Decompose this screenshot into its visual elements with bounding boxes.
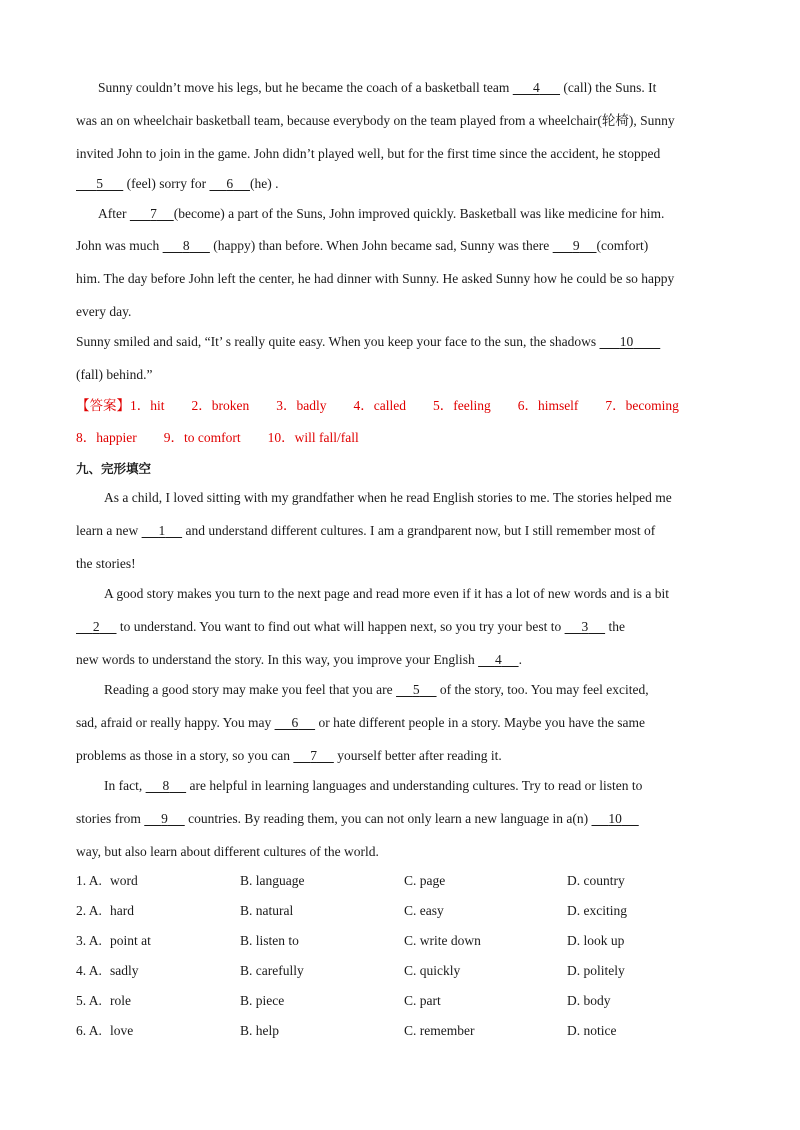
passage2-line — [76, 618, 625, 636]
option-c: C. page — [404, 873, 446, 888]
blank-10: 10 — [619, 334, 634, 349]
text: . — [518, 652, 522, 667]
blank-8: 8 — [182, 238, 190, 253]
option-b: B. piece — [240, 993, 285, 1008]
option-a: word — [110, 873, 138, 888]
passage2-line — [104, 681, 649, 699]
blank-8: 8 — [162, 778, 170, 793]
blank-1: 1 — [158, 523, 166, 538]
option-a: hard — [110, 903, 134, 918]
question-number: 4. A. — [76, 963, 102, 978]
text: are helpful in learning languages and understanding cultures. Try to read or listen to — [186, 778, 643, 793]
question-number: 5. A. — [76, 993, 102, 1008]
text: (comfort) — [596, 238, 649, 253]
text: (he) . — [249, 176, 279, 191]
passage2-line — [76, 651, 522, 669]
option-d: D. politely — [567, 963, 625, 978]
passage2-line — [76, 522, 655, 540]
option-b: B. language — [240, 873, 305, 888]
passage2-line: way, but also learn about different cultures of the world. — [76, 844, 379, 859]
option-d: D. look up — [567, 933, 625, 948]
blank-7: 7 — [310, 748, 317, 763]
passage2-line: As a child, I loved sitting with my grandfather when he read English stories to me. The stories helped me — [104, 490, 672, 505]
blank-5: 5 — [412, 682, 420, 697]
text: stories from — [76, 811, 145, 826]
option-d: D. body — [567, 993, 611, 1008]
question-number: 2. A. — [76, 903, 102, 918]
passage2-line — [76, 714, 645, 732]
option-b: B. natural — [240, 903, 294, 918]
option-a: sadly — [110, 963, 139, 978]
blank-6: 6 — [291, 715, 299, 730]
option-c: C. write down — [404, 933, 481, 948]
option-c: C. easy — [404, 903, 444, 918]
text: the — [605, 619, 625, 634]
passage2-line — [76, 810, 639, 828]
blank-4: 4 — [533, 80, 540, 95]
option-c: C. part — [404, 993, 441, 1008]
text: (call) the Suns. It — [560, 80, 657, 95]
text: problems as those in a story, so you can — [76, 748, 294, 763]
option-a: point at — [110, 933, 151, 948]
option-d: D. notice — [567, 1023, 617, 1038]
passage1-line — [98, 79, 656, 97]
option-a: love — [110, 1023, 134, 1038]
text: After — [98, 206, 130, 221]
text: learn a new — [76, 523, 142, 538]
blank-9: 9 — [572, 238, 580, 253]
text: to understand. You want to find out what will happen next, so you try your best to — [116, 619, 565, 634]
section-heading: 九、完形填空 — [76, 461, 152, 476]
passage2-line — [104, 777, 642, 795]
blank-9: 9 — [161, 811, 168, 826]
text: of the story, too. You may feel excited, — [436, 682, 649, 697]
blank-5: 5 — [96, 176, 103, 191]
option-b: B. carefully — [240, 963, 304, 978]
text: John was much — [76, 238, 163, 253]
text: countries. By reading them, you can not only learn a new language in a(n) — [184, 811, 592, 826]
question-number: 6. A. — [76, 1023, 102, 1038]
question-number: 1. A. — [76, 873, 102, 888]
passage1-line — [98, 205, 664, 223]
passage2-line: the stories! — [76, 556, 136, 571]
passage1-line — [76, 333, 660, 351]
option-a: role — [110, 993, 131, 1008]
question-number: 3. A. — [76, 933, 102, 948]
option-d: D. country — [567, 873, 625, 888]
text: yourself better after reading it. — [333, 748, 502, 763]
option-c: C. remember — [404, 1023, 475, 1038]
blank-4: 4 — [494, 652, 502, 667]
text: or hate different people in a story. Maybe you have the same — [315, 715, 645, 730]
passage1-line — [76, 237, 648, 255]
text: (become) a part of the Suns, John improved quickly. Basketball was like medicine for him. — [173, 206, 665, 221]
blank-3: 3 — [581, 619, 589, 634]
passage2-line — [76, 747, 502, 765]
option-b: B. help — [240, 1023, 279, 1038]
passage1-line: was an on wheelchair basketball team, because everybody on the team played from a wheelchair(轮椅), Sunny — [76, 113, 675, 128]
text: (feel) sorry for — [123, 176, 210, 191]
blank-7: 7 — [150, 206, 157, 221]
passage1-line: him. The day before John left the center, he had dinner with Sunny. He asked Sunny how he could be so happy — [76, 271, 675, 286]
answer-line: 【答案】1．hit 2．broken 3．badly 4．called 5．feeling 6．himself 7．becoming — [76, 398, 679, 413]
passage2-line: A good story makes you turn to the next page and read more even if it has a lot of new words and is a bit — [104, 586, 669, 601]
blank-10: 10 — [608, 811, 622, 826]
passage1-line: (fall) behind.” — [76, 367, 153, 382]
text: new words to understand the story. In this way, you improve your English — [76, 652, 479, 667]
blank-2: 2 — [92, 619, 100, 634]
text: In fact, — [104, 778, 146, 793]
text: Sunny couldn’t move his legs, but he became the coach of a basketball team — [98, 80, 513, 95]
text: sad, afraid or really happy. You may — [76, 715, 275, 730]
text: and understand different cultures. I am a grandparent now, but I still remember most of — [182, 523, 656, 538]
option-d: D. exciting — [567, 903, 627, 918]
text: Sunny smiled and said, “It’ s really quite easy. When you keep your face to the sun, the shadows — [76, 334, 600, 349]
text: Reading a good story may make you feel that you are — [104, 682, 397, 697]
passage1-line: invited John to join in the game. John didn’t played well, but for the first time since the accident, he stopped — [76, 146, 661, 161]
blank-6: 6 — [226, 176, 234, 191]
option-b: B. listen to — [240, 933, 299, 948]
passage1-line: every day. — [76, 304, 132, 319]
passage1-line — [76, 175, 278, 193]
option-c: C. quickly — [404, 963, 461, 978]
text: (happy) than before. When John became sad, Sunny was there — [209, 238, 553, 253]
answer-line: 8．happier 9．to comfort 10．will fall/fall — [76, 430, 359, 445]
